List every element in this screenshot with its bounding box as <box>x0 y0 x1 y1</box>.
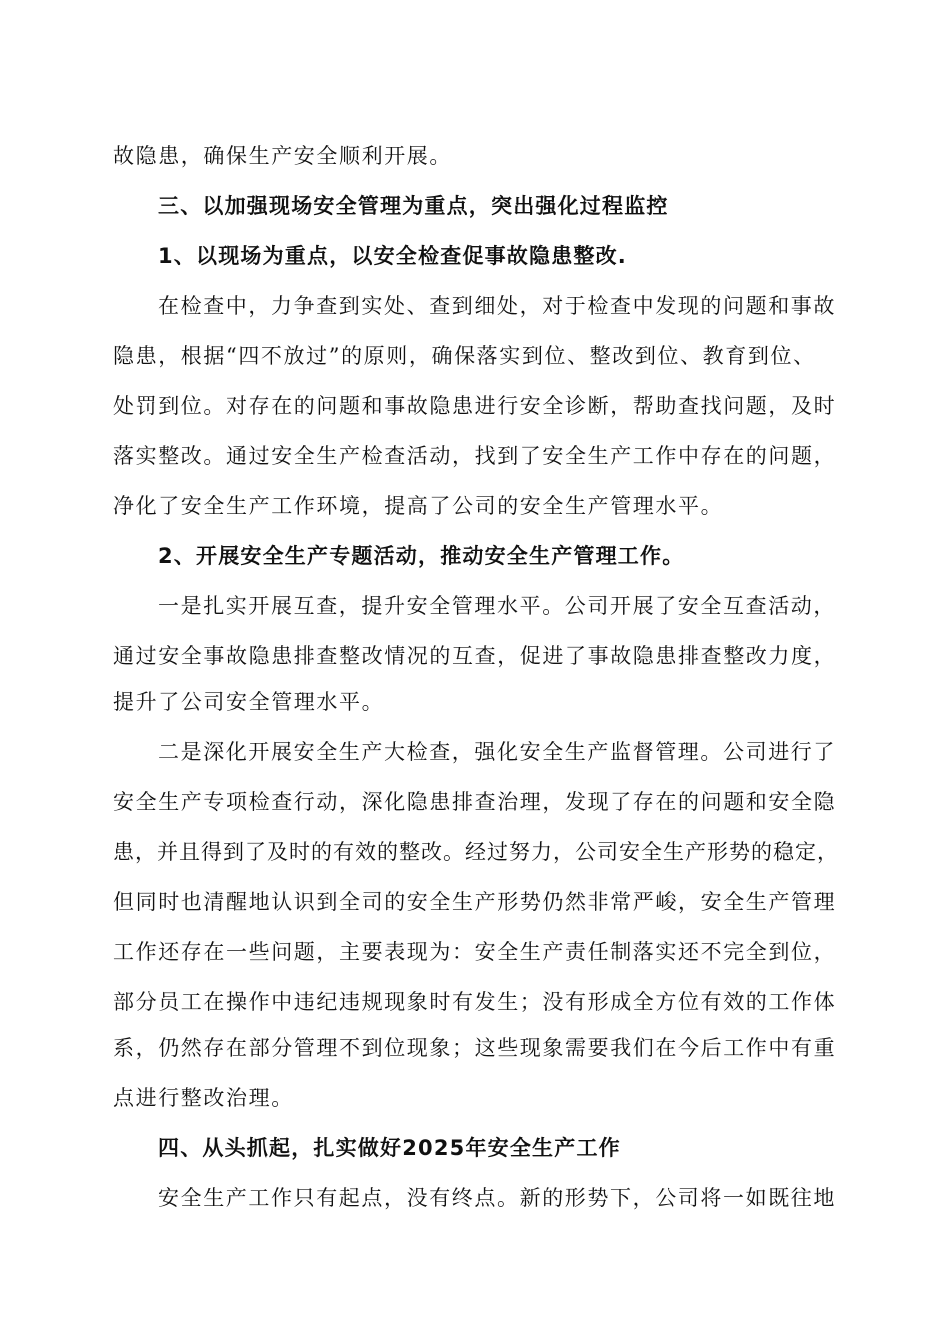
paragraph-line: 隐患，根据“四不放过”的原则，确保落实到位、整改到位、教育到位、 <box>113 344 816 368</box>
paragraph-line: 系，仍然存在部分管理不到位现象；这些现象需要我们在今后工作中有重 <box>113 1036 837 1060</box>
paragraph-line: 提升了公司安全管理水平。 <box>113 690 385 714</box>
paragraph-line: 二是深化开展安全生产大检查，强化安全生产监督管理。公司进行了 <box>158 740 836 764</box>
paragraph-line: 安全生产专项检查行动，深化隐患排查治理，发现了存在的问题和安全隐 <box>113 790 837 814</box>
subsection-heading: 1、以现场为重点，以安全检查促事故隐患整改. <box>158 244 627 268</box>
paragraph-line: 但同时也清醒地认识到全司的安全生产形势仍然非常严峻，安全生产管理 <box>113 890 837 914</box>
section-heading: 三、以加强现场安全管理为重点，突出强化过程监控 <box>158 194 669 218</box>
subsection-heading: 2、开展安全生产专题活动，推动安全生产管理工作。 <box>158 544 685 568</box>
paragraph-line: 工作还存在一些问题，主要表现为：安全生产责任制落实还不完全到位， <box>113 940 837 964</box>
paragraph-line: 在检查中，力争查到实处、查到细处，对于检查中发现的问题和事故 <box>158 294 836 318</box>
paragraph-line: 一是扎实开展互查，提升安全管理水平。公司开展了安全互查活动， <box>158 594 836 618</box>
section-heading: 四、从头抓起，扎实做好2025年安全生产工作 <box>158 1136 621 1160</box>
paragraph-line: 故隐患，确保生产安全顺利开展。 <box>113 144 452 168</box>
paragraph-line: 落实整改。通过安全生产检查活动，找到了安全生产工作中存在的问题， <box>113 444 837 468</box>
paragraph-line: 部分员工在操作中违纪违规现象时有发生；没有形成全方位有效的工作体 <box>113 990 837 1014</box>
paragraph-line: 患，并且得到了及时的有效的整改。经过努力，公司安全生产形势的稳定， <box>113 840 839 864</box>
paragraph-line: 通过安全事故隐患排查整改情况的互查，促进了事故隐患排查整改力度， <box>113 644 837 668</box>
paragraph-line: 安全生产工作只有起点，没有终点。新的形势下，公司将一如既往地 <box>158 1186 836 1210</box>
paragraph-line: 处罚到位。对存在的问题和事故隐患进行安全诊断，帮助查找问题，及时 <box>113 394 837 418</box>
paragraph-line: 净化了安全生产工作环境，提高了公司的安全生产管理水平。 <box>113 494 724 518</box>
paragraph-line: 点进行整改治理。 <box>113 1086 294 1110</box>
